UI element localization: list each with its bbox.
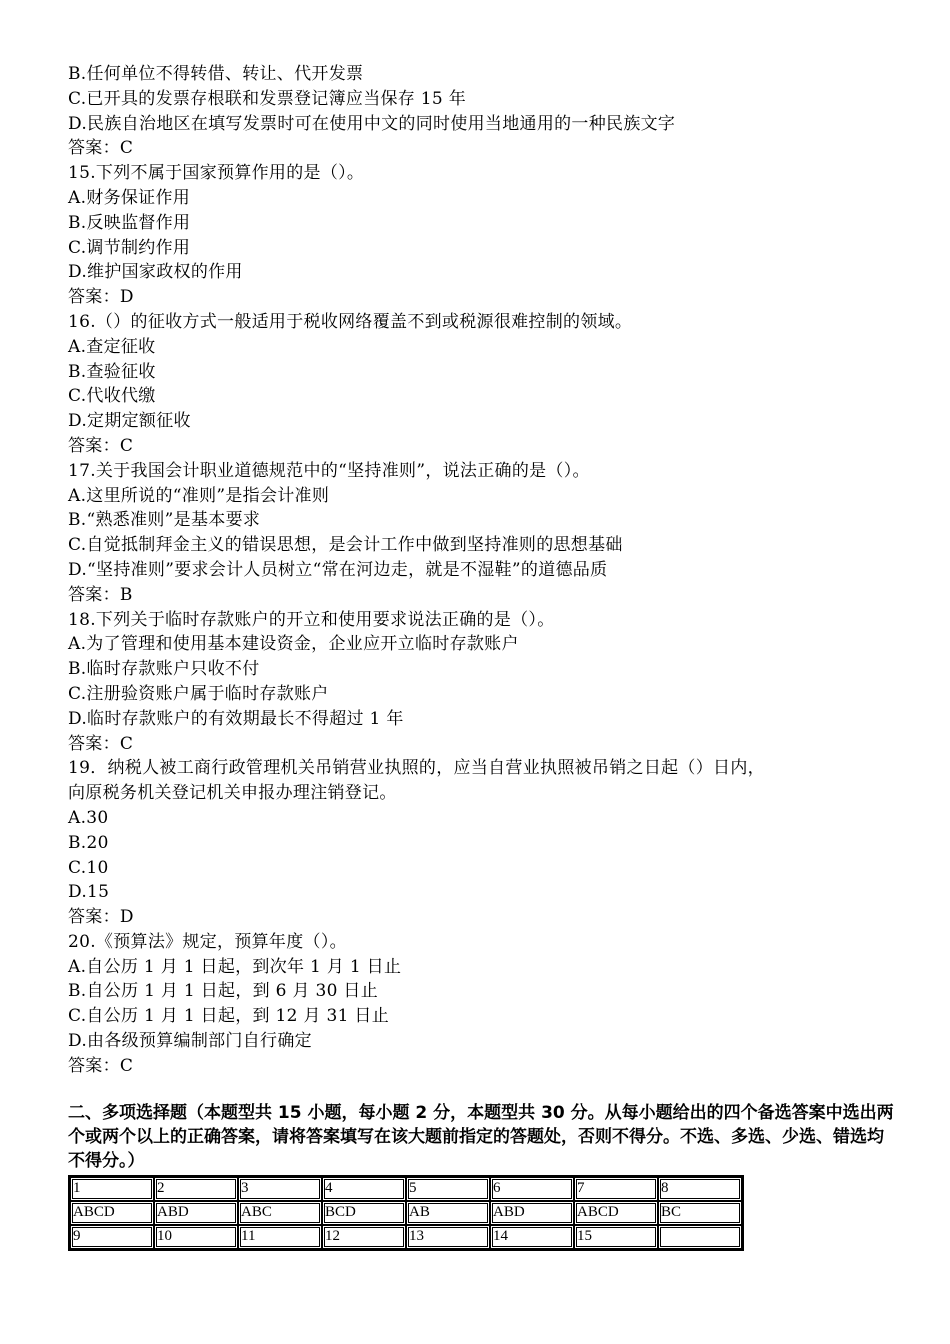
answer-line: 答案：B [68,584,133,605]
section-spacer [68,1079,898,1099]
table-cell: 2 [154,1177,238,1201]
table-cell: 7 [574,1177,658,1201]
question-19-continued: 向原税务机关登记机关申报办理注销登记。 [68,783,397,804]
table-cell: AB [406,1201,490,1225]
table-row [70,1201,742,1225]
document-page [68,62,898,1251]
option-line: C.注册验资账户属于临时存款账户 [68,683,329,704]
table-cell: 8 [658,1177,742,1201]
table-row [70,1225,742,1249]
option-line: D.15 [68,882,110,903]
option-line: B.反映监督作用 [68,212,191,233]
question-17: 17.关于我国会计职业道德规范中的“坚持准则”，说法正确的是（）。 [68,460,590,481]
section-heading: 二、多项选择题（本题型共 15 小题，每小题 2 分，本题型共 30 分。从每小题给出的四个备选答案中选出两个或两个以上的正确答案，请将答案填写在该大题前指定的答题处，否则不得分。不选、多选、少选、错选均不得分。） [68,1102,894,1171]
table-cell: 3 [238,1177,322,1201]
option-line: A.财务保证作用 [68,187,191,208]
table-cell: BC [658,1201,742,1225]
table-cell: 6 [490,1177,574,1201]
table-cell: 1 [70,1177,154,1201]
option-line: C.自公历 1 月 1 日起，到 12 月 31 日止 [68,1006,390,1027]
option-line: C.代收代缴 [68,386,156,407]
option-line: D.维护国家政权的作用 [68,262,243,283]
option-line: A.自公历 1 月 1 日起，到次年 1 月 1 日止 [68,956,402,977]
answer-line: 答案：C [68,1055,134,1076]
question-20: 20.《预算法》规定，预算年度（）。 [68,931,347,952]
option-line: C.自觉抵制拜金主义的错误思想，是会计工作中做到坚持准则的思想基础 [68,535,623,556]
option-line: D.临时存款账户的有效期最长不得超过 1 年 [68,708,404,729]
table-cell: ABD [154,1201,238,1225]
table-cell [658,1225,742,1249]
option-line: A.查定征收 [68,336,156,357]
table-cell: 10 [154,1225,238,1249]
option-line: C.调节制约作用 [68,237,191,258]
option-line: B.20 [68,832,109,853]
question-19: 19．纳税人被工商行政管理机关吊销营业执照的，应当自营业执照被吊销之日起（）日内， [68,758,765,779]
table-cell: 5 [406,1177,490,1201]
option-line: D.由各级预算编制部门自行确定 [68,1031,312,1052]
table-cell: 13 [406,1225,490,1249]
table-cell: ABD [490,1201,574,1225]
table-cell: 11 [238,1225,322,1249]
answer-line: 答案：C [68,138,134,159]
answer-line: 答案：C [68,733,134,754]
table-cell: 9 [70,1225,154,1249]
question-16: 16.（）的征收方式一般适用于税收网络覆盖不到或税源很难控制的领域。 [68,311,633,332]
answer-line: 答案：C [68,435,134,456]
option-line: B.自公历 1 月 1 日起，到 6 月 30 日止 [68,981,379,1002]
table-cell: BCD [322,1201,406,1225]
option-line: B.临时存款账户只收不付 [68,659,260,680]
table-cell: ABCD [574,1201,658,1225]
table-cell: 12 [322,1225,406,1249]
option-line: B.查验征收 [68,361,156,382]
option-line: D.“坚持准则”要求会计人员树立“常在河边走，就是不湿鞋”的道德品质 [68,559,608,580]
answer-line: 答案：D [68,287,134,308]
answer-line: 答案：D [68,907,134,928]
question-18: 18.下列关于临时存款账户的开立和使用要求说法正确的是（）。 [68,609,555,630]
option-line: C.10 [68,857,109,878]
table-cell: ABCD [70,1201,154,1225]
table-cell: 14 [490,1225,574,1249]
option-line: B.“熟悉准则”是基本要求 [68,510,261,531]
question-text-block [68,62,898,1079]
option-line: D.定期定额征收 [68,411,191,432]
option-line: A.30 [68,807,109,828]
table-cell: ABC [238,1201,322,1225]
text-line: D.民族自治地区在填写发票时可在使用中文的同时使用当地通用的一种民族文字 [68,113,676,134]
text-line: B.任何单位不得转借、转让、代开发票 [68,64,364,84]
text-line: C.已开具的发票存根联和发票登记簿应当保存 15 年 [68,88,467,109]
option-line: A.为了管理和使用基本建设资金，企业应开立临时存款账户 [68,634,519,655]
table-cell: 15 [574,1225,658,1249]
option-line: A.这里所说的“准则”是指会计准则 [68,485,330,506]
answer-table [68,1175,744,1251]
table-row [70,1177,742,1201]
question-15: 15.下列不属于国家预算作用的是（）。 [68,163,365,184]
table-cell: 4 [322,1177,406,1201]
